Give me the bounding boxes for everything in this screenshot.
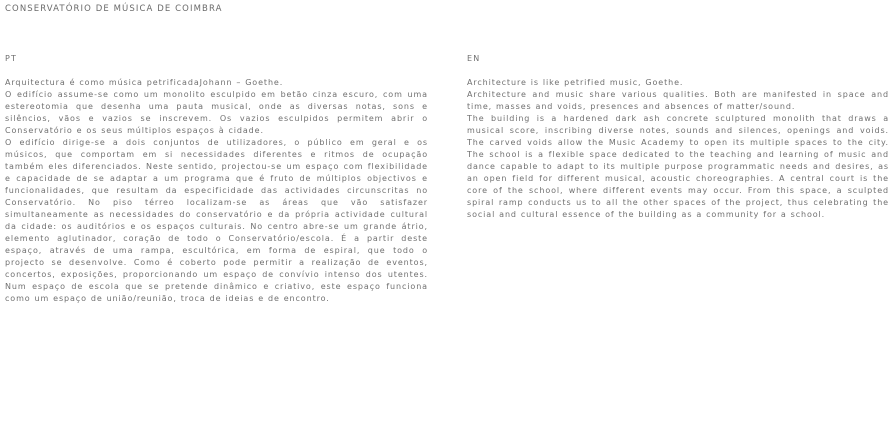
pt-paragraph-program: O edifício dirige-se a dois conjuntos de utilizadores, o público em geral e os músicos, que comportam em si necessidades diferentes e ritmos de ocupação também eles diferenciados. Neste sentido, projectou-se um espaço com flexibilidade e capacidade de se adaptar a um programa que é fruto de múltiplos objectivos e funcionalidades, que resultam da especificidade das actividades circunscritas no Conservatório. No piso térreo localizam-se as áreas que vão satisfazer simultaneamente as necessidades do conservatório e da própria actividade cultural da cidade: os auditórios e os espaços culturais. No centro abre-se um grande átrio, elemento aglutinador, coração de todo o Conservatório/escola. É a partir deste espaço, através de uma rampa, escultórica, em forma de espiral, que todo o projecto se desenvolve. Como é coberto pode permitir a realização de eventos, concertos, exposições, proporcionando um espaço de convívio intenso dos utentes. Num espaço de escola que se pretende dinâmico e criativo, este espaço funciona como um espaço de união/reunião, troca de ideias e de encontro.	[5, 138, 428, 303]
en-quote: Architecture is like petrified music, Goethe.	[467, 78, 684, 87]
pt-quote: Arquitectura é como música petrificadaJohann – Goethe.	[5, 78, 284, 87]
en-paragraph-building: The building is a hardened dark ash concrete sculptured monolith that draws a musical score, inscribing diverse notes, sounds and silences, openings and voids. The carved voids allow the Music Academy to open its multiple spaces to the city. The school is a flexible space dedicated to the teaching and learning of music and dance capable to adapt to its multiple purpose programmatic needs and desires, as an open field for different musical, acoustic choreographies. A central court is the core of the school, where different events may occur. From this space, a sculpted spiral ramp conducts us to all the other spaces of the project, thus celebrating the social and cultural essence of the building as a community for a school.	[467, 114, 889, 219]
english-column	[467, 53, 889, 221]
portuguese-column	[5, 53, 428, 305]
language-label-en: EN	[467, 54, 481, 63]
page-title: CONSERVATÓRIO DE MÚSICA DE COIMBRA	[5, 4, 223, 14]
language-label-pt: PT	[5, 54, 18, 63]
en-paragraph-qualities: Architecture and music share various qualities. Both are manifested in space and time, masses and voids, presences and absences of matter/sound.	[467, 90, 889, 111]
pt-paragraph-monolith: O edifício assume-se como um monolito esculpido em betão cinza escuro, com uma estereotomia que desenha uma pauta musical, onde as diversas notas, sons e silêncios, vãos e vazios se inscrevem. Os vazios esculpidos permitem abrir o Conservatório e os seus múltiplos espaços à cidade.	[5, 90, 428, 135]
